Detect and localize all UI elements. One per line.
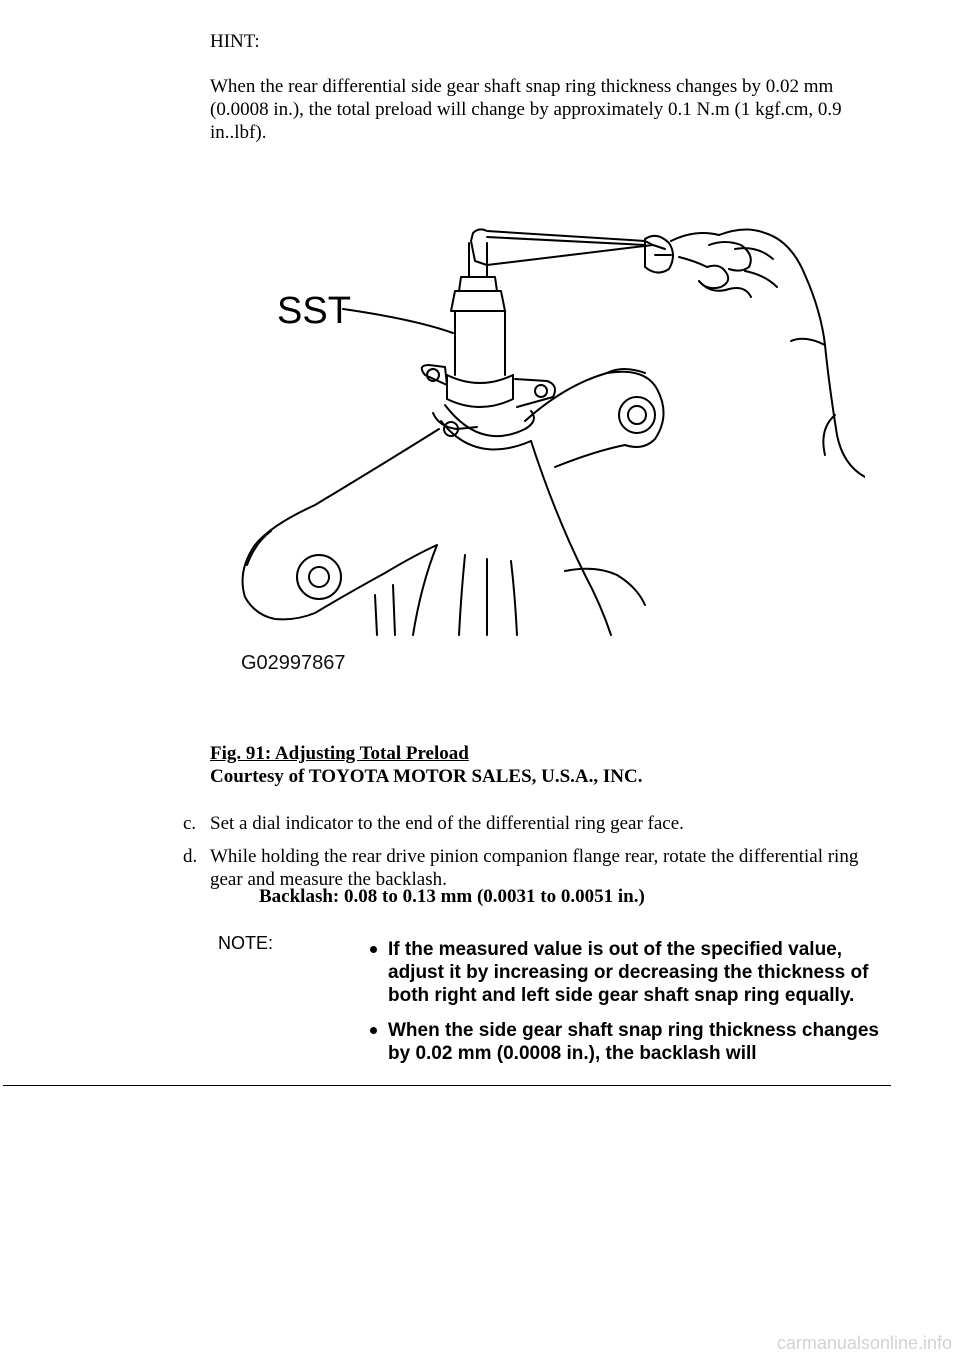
hint-text: When the rear differential side gear shaft snap ring thickness changes by 0.02 mm (0.0008 in.), the total preload will change by approximately 0.1 N.m (1 kgf.cm, 0.9 in..lbf).	[210, 76, 842, 143]
step-item	[168, 812, 868, 835]
figure-code: G02997867	[241, 652, 346, 674]
step-marker: d.	[183, 846, 198, 867]
bullet-icon	[370, 946, 377, 953]
sst-leader-line	[343, 309, 453, 333]
hint-label: HINT:	[210, 31, 260, 52]
page-divider	[3, 1085, 891, 1086]
note-label: NOTE:	[218, 933, 274, 953]
note-list	[368, 938, 888, 1077]
step-item	[168, 845, 868, 891]
figure-caption	[210, 742, 643, 788]
bullet-icon	[370, 1027, 377, 1034]
differential-torque-wrench-drawing	[225, 215, 865, 695]
preload-illustration	[225, 215, 865, 695]
note-item	[368, 1019, 888, 1065]
note-item-text: If the measured value is out of the specified value, adjust it by increasing or decreasing the thickness of both right and left side gear shaft snap ring equally.	[388, 939, 869, 1006]
sst-callout: SST	[277, 290, 351, 332]
backlash-spec: Backlash: 0.08 to 0.13 mm (0.0031 to 0.0051 in.)	[259, 886, 645, 907]
step-text: While holding the rear drive pinion companion flange rear, rotate the differential ring gear and measure the backlash.	[210, 846, 859, 890]
figure-courtesy: Courtesy of TOYOTA MOTOR SALES, U.S.A., INC.	[210, 766, 643, 787]
note-item-text: When the side gear shaft snap ring thickness changes by 0.02 mm (0.0008 in.), the backlash will	[388, 1020, 879, 1064]
figure-title-link[interactable]: Fig. 91: Adjusting Total Preload	[210, 743, 469, 764]
step-marker: c.	[183, 813, 197, 834]
note-item	[368, 938, 888, 1007]
watermark: carmanualsonline.info	[776, 1333, 952, 1353]
step-text: Set a dial indicator to the end of the differential ring gear face.	[210, 813, 684, 834]
torque-wrench-bar	[471, 229, 653, 265]
